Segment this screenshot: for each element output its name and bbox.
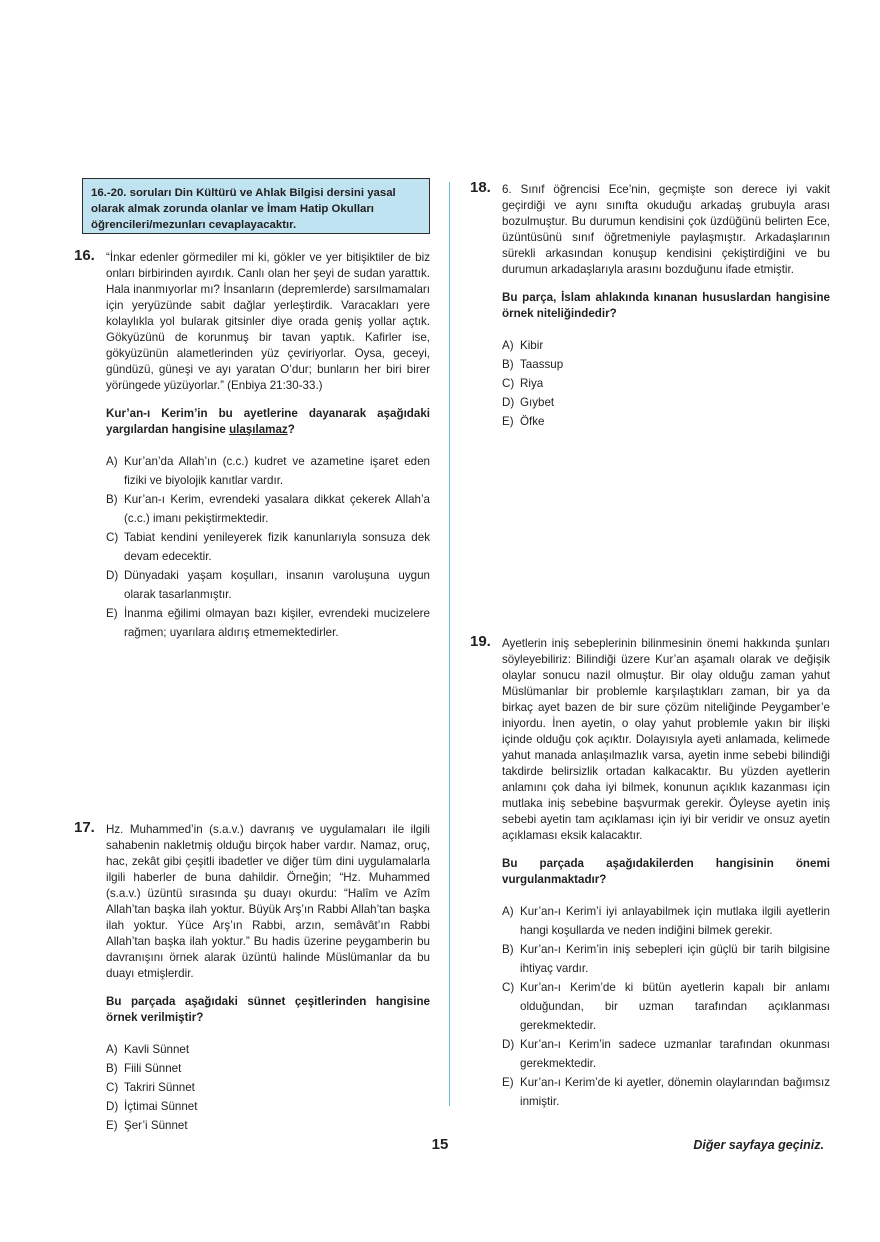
question-19 bbox=[470, 633, 830, 1111]
negation-underline: ulaşılamaz bbox=[229, 423, 288, 436]
option-e[interactable]: E) İnanma eğilimi olmayan bazı kişiler, evrendeki mucizelere rağmen; uyarılara aldırış etmemektedirler. bbox=[106, 607, 430, 639]
question-stem: Bu parçada aşağıdaki sünnet çeşitlerinden hangisine örnek verilmiştir? bbox=[106, 995, 430, 1024]
option-c[interactable]: C) Kur’an-ı Kerim’de ki bütün ayetlerin kapalı bir anlamı olduğundan, bir uzman tarafından açıklanması gerekmektedir. bbox=[502, 981, 830, 1032]
option-e[interactable]: E) Öfke bbox=[502, 415, 545, 428]
option-c[interactable]: C) Takriri Sünnet bbox=[106, 1081, 195, 1094]
option-d[interactable]: D) Dünyadaki yaşam koşulları, insanın varoluşuna uygun olarak tasarlanmıştır. bbox=[106, 569, 430, 601]
option-a[interactable]: A) Kur’an-ı Kerim’i iyi anlayabilmek için mutlaka ilgili ayetlerin hangi koşullarda ve neden indiğini bilmek gerekir. bbox=[502, 905, 830, 937]
next-page-note: Diğer sayfaya geçiniz. bbox=[693, 1138, 824, 1152]
answer-options bbox=[502, 336, 830, 431]
answer-options bbox=[106, 452, 430, 642]
instruction-text: 16.-20. soruları Din Kültürü ve Ahlak Bilgisi dersini yasal olarak almak zorunda olanlar ve İmam Hatip Okulları öğrencileri/mezunları cevaplayacaktır. bbox=[91, 187, 396, 231]
option-a[interactable]: A) Kibir bbox=[502, 339, 544, 352]
question-passage: 6. Sınıf öğrencisi Ece’nin, geçmişte son derece iyi vakit geçirdiği ve aynı sınıfta okuduğu arkadaş grubuyla arası bozulmuştur. Bu durumun kendisini çok üzdüğünü belirten Ece, üzüntüsünü sınıf öğretmeniyle paylaşmıştır. Arkadaşlarının sürekli arkasından konuşup kendisini çekiştirdiğini ve bu durumun arkadaşlarıyla arasını bozduğunu ifade etmiştir. bbox=[502, 183, 830, 276]
question-16 bbox=[74, 247, 430, 642]
option-b[interactable]: B) Kur’an-ı Kerim, evrendeki yasalara dikkat çekerek Allah’a (c.c.) imanı pekiştirmektedir. bbox=[106, 493, 430, 525]
option-d[interactable]: D) Gıybet bbox=[502, 396, 555, 409]
option-e[interactable]: E) Kur’an-ı Kerim’de ki ayetler, dönemin olaylarından bağımsız inmiştir. bbox=[502, 1076, 830, 1108]
option-c[interactable]: C) Tabiat kendini yenileyerek fizik kanunlarıyla sonsuza dek devam edecektir. bbox=[106, 531, 430, 563]
question-passage: Ayetlerin iniş sebeplerinin bilinmesinin önemi hakkında şunları söyleyebiliriz: Bilindiği üzere Kur’an aşamalı olarak ve değişik olaylar sonucu nazil olmuştur. Bir olay olduğu zaman yahut Müslümanlar bir problemle karşılaştıkları zaman, bir ya da birkaç ayet bazen de bir sure çözüm niteliğinde Peygamber’e iniyordu. İnen ayetin, o olay yahut problemle yakın bir ilişki içinde olduğu çok açıktır. Dolayısıyla ayeti anlamada, kelimede yahut manada anlaşılmazlık varsa, ayetin inme sebebi bilindiği takdirde belirsizlik ortadan kalkacaktır. Bu yüzden ayetlerin anlamını çok daha iyi bilmek, konunun açıklık kazanması için mutlaka iniş sebebine başvurmak gerekir. Öyleyse ayetin iniş sebebi ayetin tam açıklaması için iyi bir veridir ve onsuz ayetin açıklaması eksik kalacaktır. bbox=[502, 637, 830, 842]
question-17 bbox=[74, 819, 430, 1135]
option-b[interactable]: B) Fiili Sünnet bbox=[106, 1062, 182, 1075]
page-number: 15 bbox=[431, 1136, 449, 1153]
question-stem: Bu parça, İslam ahlakında kınanan hususlardan hangisine örnek niteliğindedir? bbox=[502, 291, 830, 320]
option-b[interactable]: B) Kur’an-ı Kerim’in iniş sebepleri için güçlü bir tarih bilgisine ihtiyaç vardır. bbox=[502, 943, 830, 975]
question-number: 19. bbox=[470, 633, 491, 650]
question-stem: Kur’an-ı Kerim’in bu ayetlerine dayanarak aşağıdaki yargılardan hangisine ulaşılamaz? bbox=[106, 407, 430, 436]
column-divider bbox=[449, 182, 450, 1106]
question-number: 16. bbox=[74, 247, 95, 264]
option-c[interactable]: C) Riya bbox=[502, 377, 544, 390]
question-18 bbox=[470, 179, 830, 431]
option-d[interactable]: D) Kur’an-ı Kerim’in sadece uzmanlar tarafından okunması gerekmektedir. bbox=[502, 1038, 830, 1070]
question-stem: Bu parçada aşağıdakilerden hangisinin önemi vurgulanmaktadır? bbox=[502, 857, 830, 886]
instruction-box bbox=[82, 178, 430, 234]
answer-options bbox=[502, 902, 830, 1111]
answer-options bbox=[106, 1040, 430, 1135]
question-passage: Hz. Muhammed’in (s.a.v.) davranış ve uygulamaları ile ilgili sahabenin nakletmiş olduğu birçok haber vardır. Namaz, oruç, hac, zekât gibi çeşitli ibadetler ve diğer tüm dini uygulamalarla ilgili haberler de buna dahildir. Örneğin; “Hz. Muhammed (s.a.v.) üzüntü sırasında şu duayı okurdu: “Halîm ve Azîm Allah’tan başka ilah yoktur. Büyük Arş’ın Rabbi Allah’tan başka ilah yoktur. Yüce Arş’ın Rabbi, arzın, semâvât’ın Rabbi Allah’tan başka ilah yoktur.” Bu hadis üzerine peygamberin bu davranışını örnek alarak üzüntü halinde Müslümanlar da bu duayı etmişlerdir. bbox=[106, 823, 430, 980]
question-number: 18. bbox=[470, 179, 491, 196]
option-a[interactable]: A) Kavli Sünnet bbox=[106, 1043, 190, 1056]
question-number: 17. bbox=[74, 819, 95, 836]
option-d[interactable]: D) İçtimai Sünnet bbox=[106, 1100, 198, 1113]
option-a[interactable]: A) Kur’an’da Allah’ın (c.c.) kudret ve azametine işaret eden fiziki ve biyolojik kanıtlar vardır. bbox=[106, 455, 430, 487]
option-b[interactable]: B) Taassup bbox=[502, 358, 564, 371]
option-e[interactable]: E) Şer’i Sünnet bbox=[106, 1119, 188, 1132]
question-passage: “İnkar edenler görmediler mi ki, gökler ve yer bitişiktiler de biz onları birbirinden ayırdık. Canlı olan her şeyi de sudan yarattık. Hala inanmıyorlar mı? İnsanların (depremlerde) sarsılmamaları için yeryüzünde sabit dağlar yerleştirdik. Varacakları yere kolaylıkla yol bularak gitsinler diye orada geniş yollar açtık. Gökyüzünü de korunmuş bir tavan yaptık. Kafirler ise, gökyüzünün alametlerinden yüz çeviriyorlar. Oysa, geceyi, gündüzü, güneşi ve ayı yaratan O’dur; bunların her biri birer yörüngede yüzüyorlar.” (Enbiya 21:30-33.) bbox=[106, 251, 430, 392]
